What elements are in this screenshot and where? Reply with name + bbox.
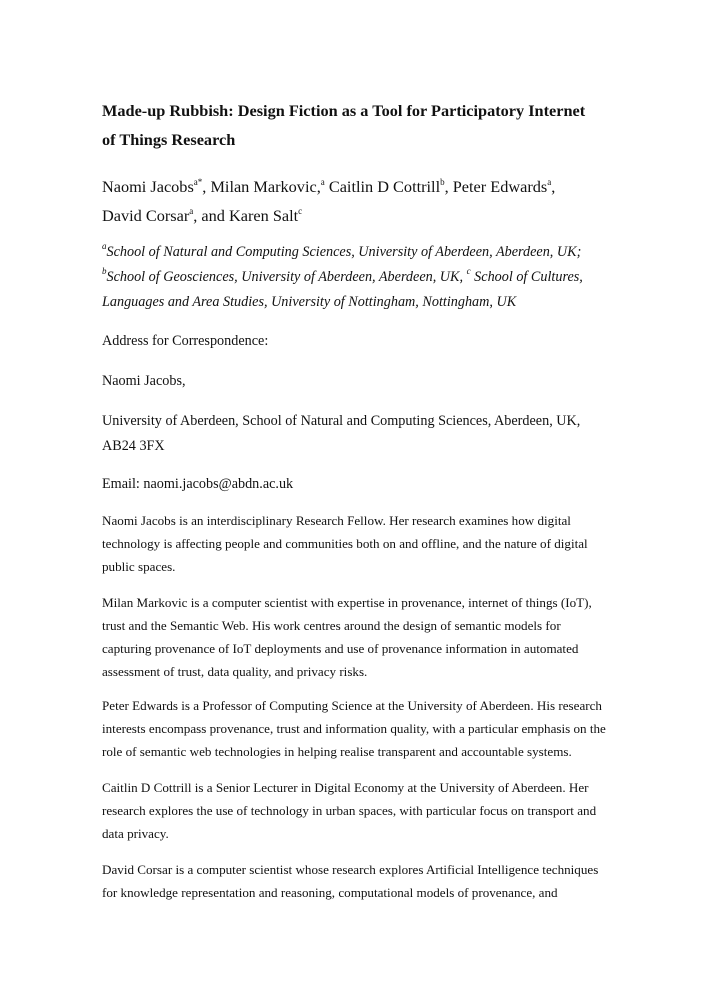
author-list <box>102 172 622 230</box>
address-line-1: University of Aberdeen, School of Natural and Computing Sciences, Aberdeen, UK, <box>102 413 581 429</box>
affiliation-mark: b <box>102 266 107 277</box>
affiliation-mark: a <box>102 241 107 252</box>
correspondence-address <box>102 409 617 459</box>
bio-milan-markovic <box>102 591 622 683</box>
author-separator: , <box>202 177 211 196</box>
correspondence-label: Address for Correspondence: <box>102 333 269 349</box>
bio-line: David Corsar is a computer scientist whose research explores Artificial Intelligence techniques <box>102 862 599 877</box>
correspondence-name: Naomi Jacobs, <box>102 373 186 389</box>
correspondence-email: Email: naomi.jacobs@abdn.ac.uk <box>102 476 294 492</box>
bio-line: data privacy. <box>102 826 169 841</box>
author-separator: , <box>551 177 556 196</box>
paper-title <box>102 96 622 154</box>
bio-line: capturing provenance of IoT deployments and use of provenance information in automated <box>102 641 579 656</box>
title-line-1: Made-up Rubbish: Design Fiction as a Tool for Participatory Internet <box>102 101 586 120</box>
author-name: Caitlin D Cottrill <box>328 177 441 196</box>
bio-line: role of semantic web technologies in helping realise transparent and accountable systems. <box>102 744 572 759</box>
bio-line: technology is affecting people and communities both on and offline, and the nature of digital <box>102 536 588 551</box>
affiliation-c-continued: Languages and Area Studies, University of Nottingham, Nottingham, UK <box>102 294 517 310</box>
bio-line: research explores the use of technology in urban spaces, with particular focus on transport and <box>102 803 597 818</box>
author-name: Naomi Jacobs <box>102 177 194 196</box>
bio-line: Naomi Jacobs is an interdisciplinary Research Fellow. Her research examines how digital <box>102 513 571 528</box>
author-affiliation-mark: b <box>440 176 445 187</box>
bio-line: Caitlin D Cottrill is a Senior Lecturer in Digital Economy at the University of Aberdeen. Her <box>102 780 589 795</box>
author-name: Milan Markovic, <box>210 177 321 196</box>
bio-line: interests encompass provenance, trust and information quality, with a particular emphasis on the <box>102 721 606 736</box>
bio-line: Milan Markovic is a computer scientist with expertise in provenance, internet of things (IoT), <box>102 595 592 610</box>
bio-line: assessment of trust, data quality, and privacy risks. <box>102 664 368 679</box>
bio-line: Peter Edwards is a Professor of Computing Science at the University of Aberdeen. His research <box>102 698 602 713</box>
bio-line: trust and the Semantic Web. His work centres around the design of semantic models for <box>102 618 561 633</box>
author-affiliation-mark: a* <box>193 176 203 187</box>
author-affiliation-mark: c <box>298 205 303 216</box>
bio-naomi-jacobs <box>102 509 622 578</box>
bio-peter-edwards <box>102 694 622 763</box>
author-name: Karen Salt <box>228 206 299 225</box>
affiliation-a: School of Natural and Computing Sciences, University of Aberdeen, Aberdeen, UK; <box>106 244 582 260</box>
author-affiliation-mark: a <box>320 176 325 187</box>
author-name: David Corsar <box>102 206 190 225</box>
affiliations <box>102 240 622 315</box>
affiliation-b: School of Geosciences, University of Aberdeen, Aberdeen, UK, <box>106 269 467 285</box>
bio-line: for knowledge representation and reasoning, computational models of provenance, and <box>102 885 558 900</box>
bio-caitlin-cottrill <box>102 776 622 845</box>
title-line-2: of Things Research <box>102 130 236 149</box>
bio-david-corsar <box>102 858 622 904</box>
affiliation-mark: c <box>466 266 471 277</box>
address-line-2: AB24 3FX <box>102 438 165 454</box>
affiliation-c: School of Cultures, <box>470 269 583 285</box>
author-affiliation-mark: a <box>189 205 194 216</box>
author-separator: , <box>444 177 453 196</box>
author-affiliation-mark: a <box>547 176 552 187</box>
author-separator: , and <box>193 206 229 225</box>
author-name: Peter Edwards <box>452 177 548 196</box>
bio-line: public spaces. <box>102 559 176 574</box>
